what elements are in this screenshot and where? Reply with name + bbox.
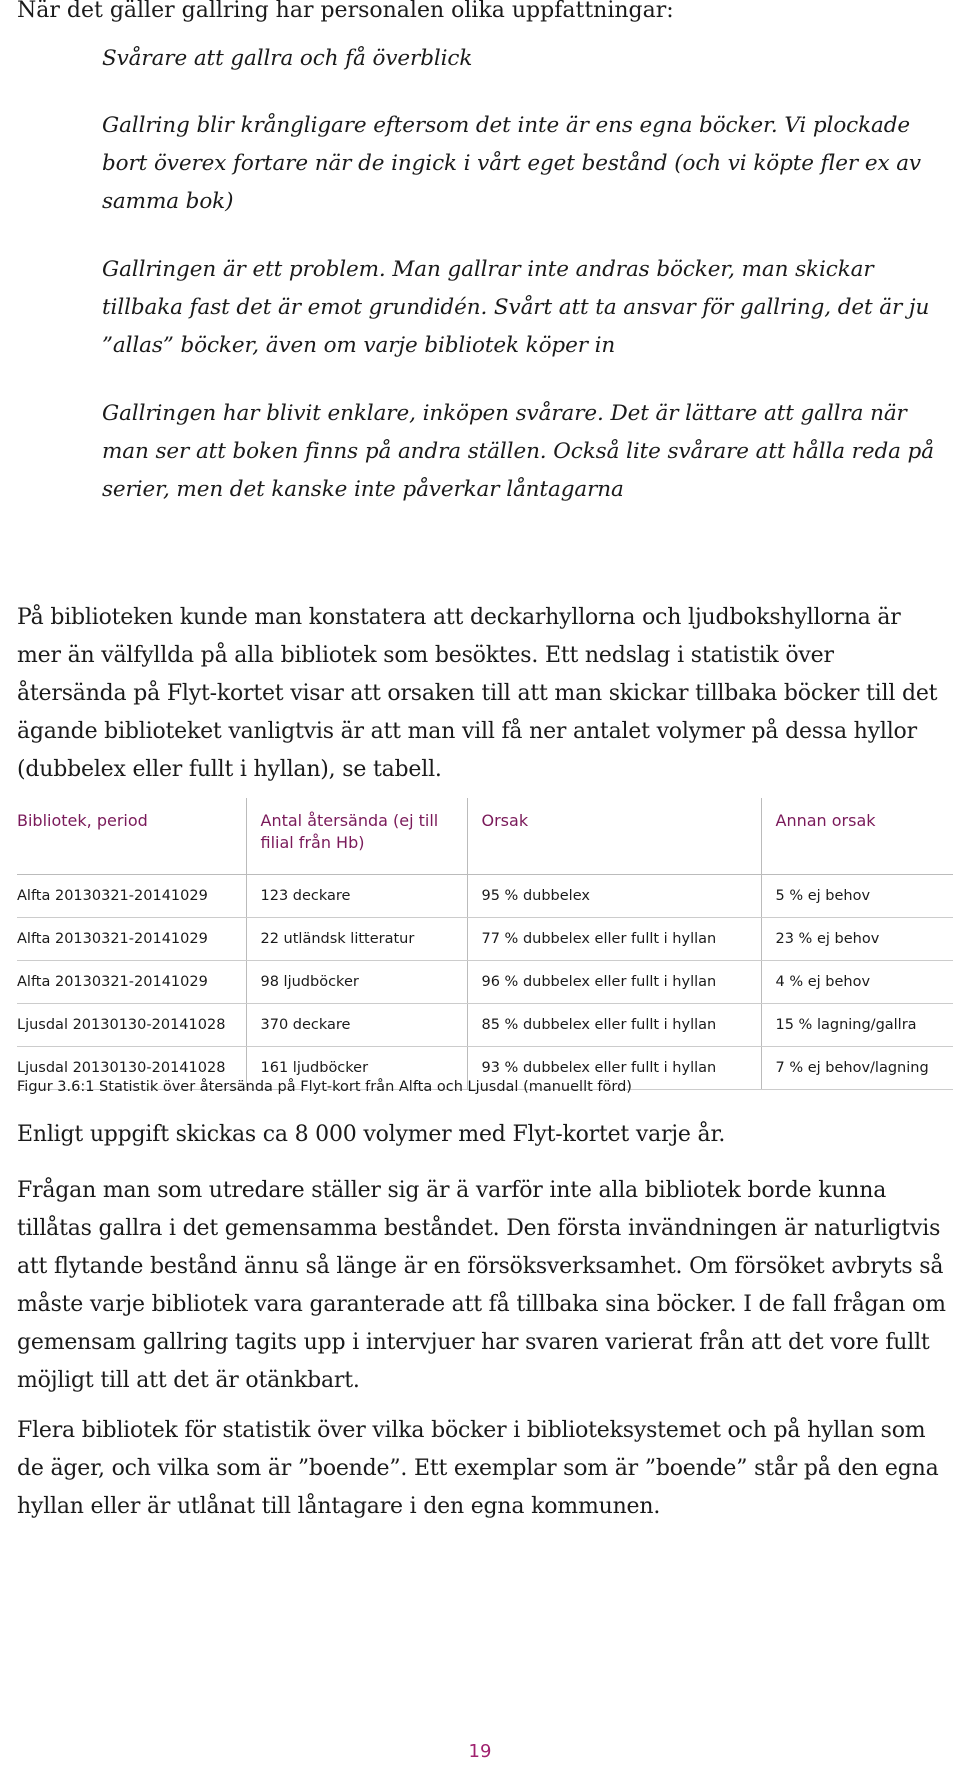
paragraph-4: Flera bibliotek för statistik över vilka böcker i biblioteksystemet och på hyllan som de äger, och vilka som är ”boende”. Ett exemplar som är ”boende” står på den egna hyllan eller är utlånat till låntagare i den egna kommunen. bbox=[17, 1418, 939, 1519]
cell-antal: 123 deckare bbox=[246, 875, 467, 918]
header-orsak: Orsak bbox=[467, 798, 761, 875]
table-row bbox=[17, 1004, 953, 1047]
cell-annan-orsak: 23 % ej behov bbox=[761, 918, 953, 961]
cell-orsak: 95 % dubbelex bbox=[467, 875, 761, 918]
quote-2: Gallring blir krångligare eftersom det inte är ens egna böcker. Vi plockade bort överex fortare när de ingick i vårt eget bestånd (och vi köpte fler ex av samma bok) bbox=[102, 113, 921, 214]
table-caption: Figur 3.6:1 Statistik över återsända på Flyt-kort från Alfta och Ljusdal (manuellt förd) bbox=[17, 1079, 632, 1095]
table-row bbox=[17, 918, 953, 961]
cell-antal: 98 ljudböcker bbox=[246, 961, 467, 1004]
cell-orsak: 77 % dubbelex eller fullt i hyllan bbox=[467, 918, 761, 961]
cell-antal: 22 utländsk litteratur bbox=[246, 918, 467, 961]
cell-annan-orsak: 5 % ej behov bbox=[761, 875, 953, 918]
cell-orsak: 85 % dubbelex eller fullt i hyllan bbox=[467, 1004, 761, 1047]
paragraph-2: Enligt uppgift skickas ca 8 000 volymer med Flyt-kortet varje år. bbox=[17, 1122, 726, 1147]
cell-bibliotek: Alfta 20130321-20141029 bbox=[17, 875, 246, 918]
header-bibliotek-period: Bibliotek, period bbox=[17, 798, 246, 875]
statistics-table bbox=[17, 798, 953, 1090]
paragraph-3: Frågan man som utredare ställer sig är ä varför inte alla bibliotek borde kunna tillåtas gallra i det gemensamma beståndet. Den första invändningen är naturligtvis att flytande bestånd ännu så länge är en försöksverksamhet. Om försöket avbryts så måste varje bibliotek vara garanterade att få tillbaka sina böcker. I de fall frågan om gemensam gallring tagits upp i intervjuer har svaren varierat från att det vore fullt möjligt till att det är otänkbart. bbox=[17, 1178, 946, 1393]
paragraph-1: På biblioteken kunde man konstatera att deckarhyllorna och ljudbokshyllorna är mer än välfyllda på alla bibliotek som besöktes. Ett nedslag i statistik över återsända på Flyt-kortet visar att orsaken till att man skickar tillbaka böcker till det ägande biblioteket vanligtvis är att man vill få ner antalet volymer på dessa hyllor (dubbelex eller fullt i hyllan), se tabell. bbox=[17, 605, 938, 782]
table-header-row bbox=[17, 798, 953, 875]
quote-1: Svårare att gallra och få överblick bbox=[102, 46, 473, 71]
cell-orsak: 96 % dubbelex eller fullt i hyllan bbox=[467, 961, 761, 1004]
cell-annan-orsak: 4 % ej behov bbox=[761, 961, 953, 1004]
quote-3: Gallringen är ett problem. Man gallrar inte andras böcker, man skickar tillbaka fast det är emot grundidén. Svårt att ta ansvar för gallring, det är ju ”allas” böcker, även om varje bibliotek köper in bbox=[102, 257, 930, 358]
quote-block bbox=[102, 40, 942, 539]
quote-4: Gallringen har blivit enklare, inköpen svårare. Det är lättare att gallra när man ser att boken finns på andra ställen. Också lite svårare att hålla reda på serier, men det kanske inte påverkar låntagarna bbox=[102, 401, 934, 502]
cell-bibliotek: Alfta 20130321-20141029 bbox=[17, 918, 246, 961]
cell-antal: 161 ljudböcker bbox=[246, 1047, 467, 1090]
cell-annan-orsak: 7 % ej behov/lagning bbox=[761, 1047, 953, 1090]
cell-bibliotek: Ljusdal 20130130-20141028 bbox=[17, 1004, 246, 1047]
table-row bbox=[17, 875, 953, 918]
cell-orsak: 93 % dubbelex eller fullt i hyllan bbox=[467, 1047, 761, 1090]
cell-bibliotek: Ljusdal 20130130-20141028 bbox=[17, 1047, 246, 1090]
cell-annan-orsak: 15 % lagning/gallra bbox=[761, 1004, 953, 1047]
page-number: 19 bbox=[468, 1741, 492, 1762]
header-antal-atersanda: Antal återsända (ej till filial från Hb) bbox=[246, 798, 467, 875]
intro-text: När det gäller gallring har personalen olika uppfattningar: bbox=[17, 0, 674, 23]
table-row bbox=[17, 961, 953, 1004]
cell-antal: 370 deckare bbox=[246, 1004, 467, 1047]
header-annan-orsak: Annan orsak bbox=[761, 798, 953, 875]
cell-bibliotek: Alfta 20130321-20141029 bbox=[17, 961, 246, 1004]
